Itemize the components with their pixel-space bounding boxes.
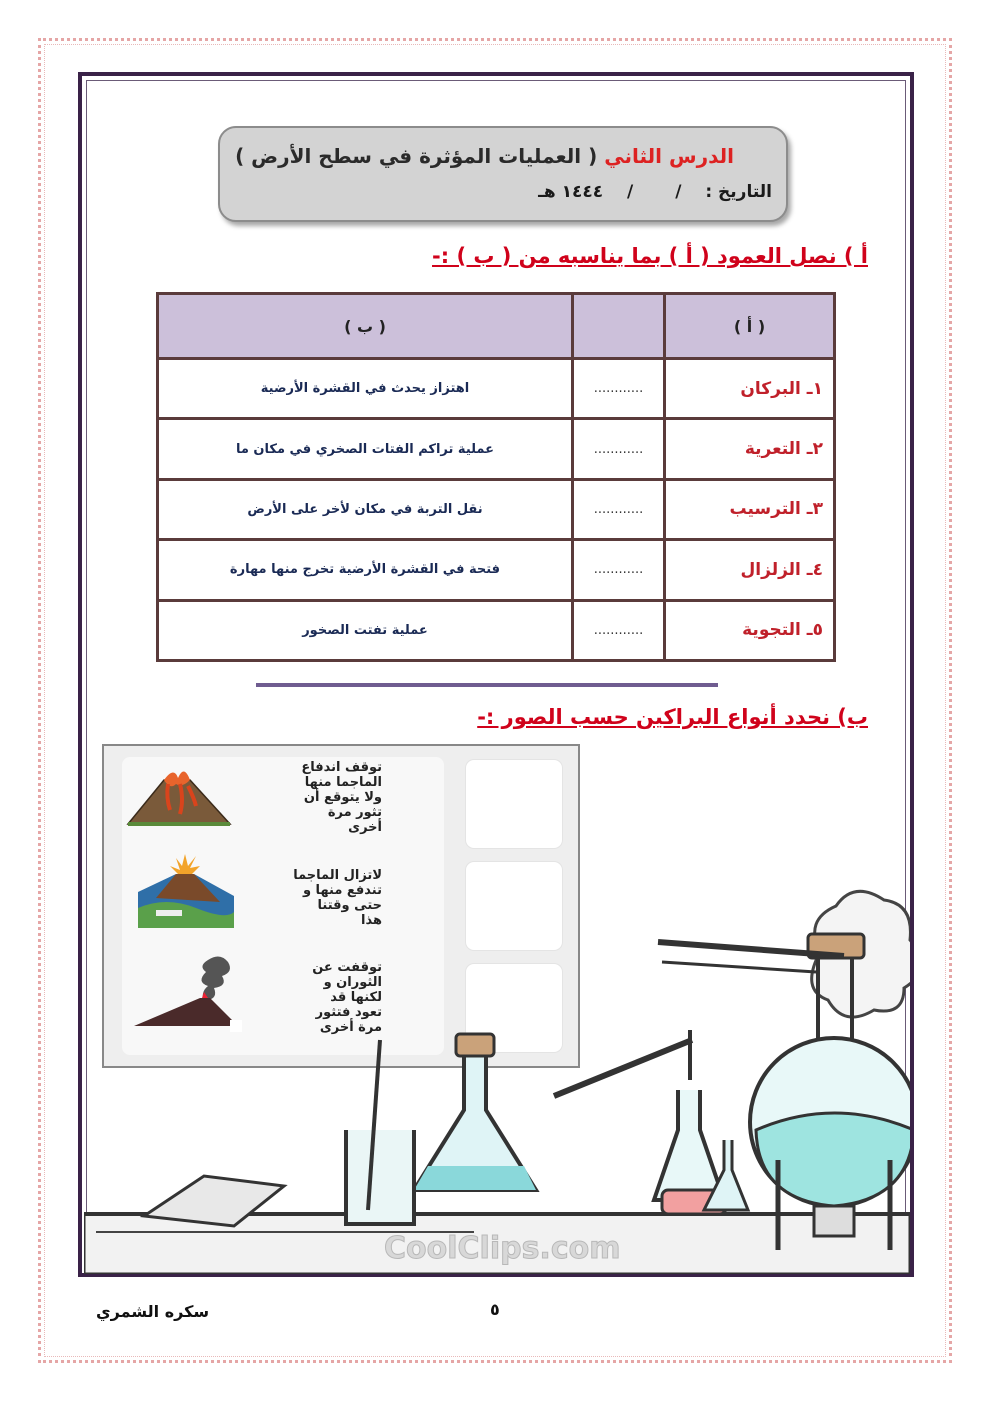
volcano-answer-box-1[interactable] xyxy=(466,760,562,848)
definition-cell: فتحة في القشرة الأرضية تخرج منها مهارة xyxy=(158,540,573,600)
lesson-header xyxy=(218,126,788,222)
lab-equipment-illustration xyxy=(84,860,910,1274)
term-cell: ٤ـ الزلزال xyxy=(665,540,835,600)
table-row xyxy=(158,359,835,419)
column-b-header: ( ب ) xyxy=(158,294,573,359)
volcano-description-1: توقف اندفاع الماجما منها ولا يتوقع أن تثور مرة أخرى xyxy=(301,760,382,835)
date-year: ١٤٤٤ هـ xyxy=(538,182,604,202)
volcano-description-3: توقفت عن الثوران و لكنها قد تعود فتثور مرة أخرى xyxy=(312,960,382,1035)
lesson-topic: ( العمليات المؤثرة في سطح الأرض ) xyxy=(235,144,598,168)
definition-cell: عملية تراكم الفتات الصخري في مكان ما xyxy=(158,419,573,479)
term-cell: ٥ـ التجوية xyxy=(665,600,835,660)
answer-blank[interactable]: ............ xyxy=(573,540,665,600)
term-cell: ١ـ البركان xyxy=(665,359,835,419)
answer-blank[interactable]: ............ xyxy=(573,600,665,660)
lesson-number: الدرس الثاني xyxy=(604,144,734,168)
volcano-description-2: لاتزال الماجما تندفع منها و حتى وقتنا هذا xyxy=(293,868,382,928)
definition-cell: عملية تفتت الصخور xyxy=(158,600,573,660)
term-cell: ٣ـ الترسيب xyxy=(665,479,835,539)
table-row xyxy=(158,419,835,479)
dormant-volcano-image xyxy=(124,758,234,830)
watermark-text: CoolClips.com xyxy=(384,1231,621,1266)
date-separator: / xyxy=(627,182,634,202)
page-number: ٥ xyxy=(490,1300,500,1319)
table-header-row xyxy=(158,294,835,359)
section-b-heading: ب) نحدد أنواع البراكين حسب الصور :- xyxy=(477,705,868,729)
author-name: سكره الشمري xyxy=(96,1302,210,1321)
answer-blank[interactable]: ............ xyxy=(573,359,665,419)
answer-blank[interactable]: ............ xyxy=(573,419,665,479)
definition-cell: اهتزاز يحدث في القشرة الأرضية xyxy=(158,359,573,419)
date-separator: / xyxy=(675,182,682,202)
section-a-heading: أ ) نصل العمود ( أ ) بما يناسبه من ( ب ) :- xyxy=(432,244,868,268)
date-line xyxy=(538,182,772,202)
date-label: التاريخ : xyxy=(705,182,772,202)
column-blank-header xyxy=(573,294,665,359)
lesson-title xyxy=(235,144,734,168)
table-row xyxy=(158,479,835,539)
term-cell: ٢ـ التعرية xyxy=(665,419,835,479)
table-row xyxy=(158,540,835,600)
answer-blank[interactable]: ............ xyxy=(573,479,665,539)
matching-table xyxy=(156,292,836,662)
table-row xyxy=(158,600,835,660)
section-divider xyxy=(256,683,718,687)
column-a-header: ( أ ) xyxy=(665,294,835,359)
definition-cell: نقل التربة في مكان لأخر على الأرض xyxy=(158,479,573,539)
